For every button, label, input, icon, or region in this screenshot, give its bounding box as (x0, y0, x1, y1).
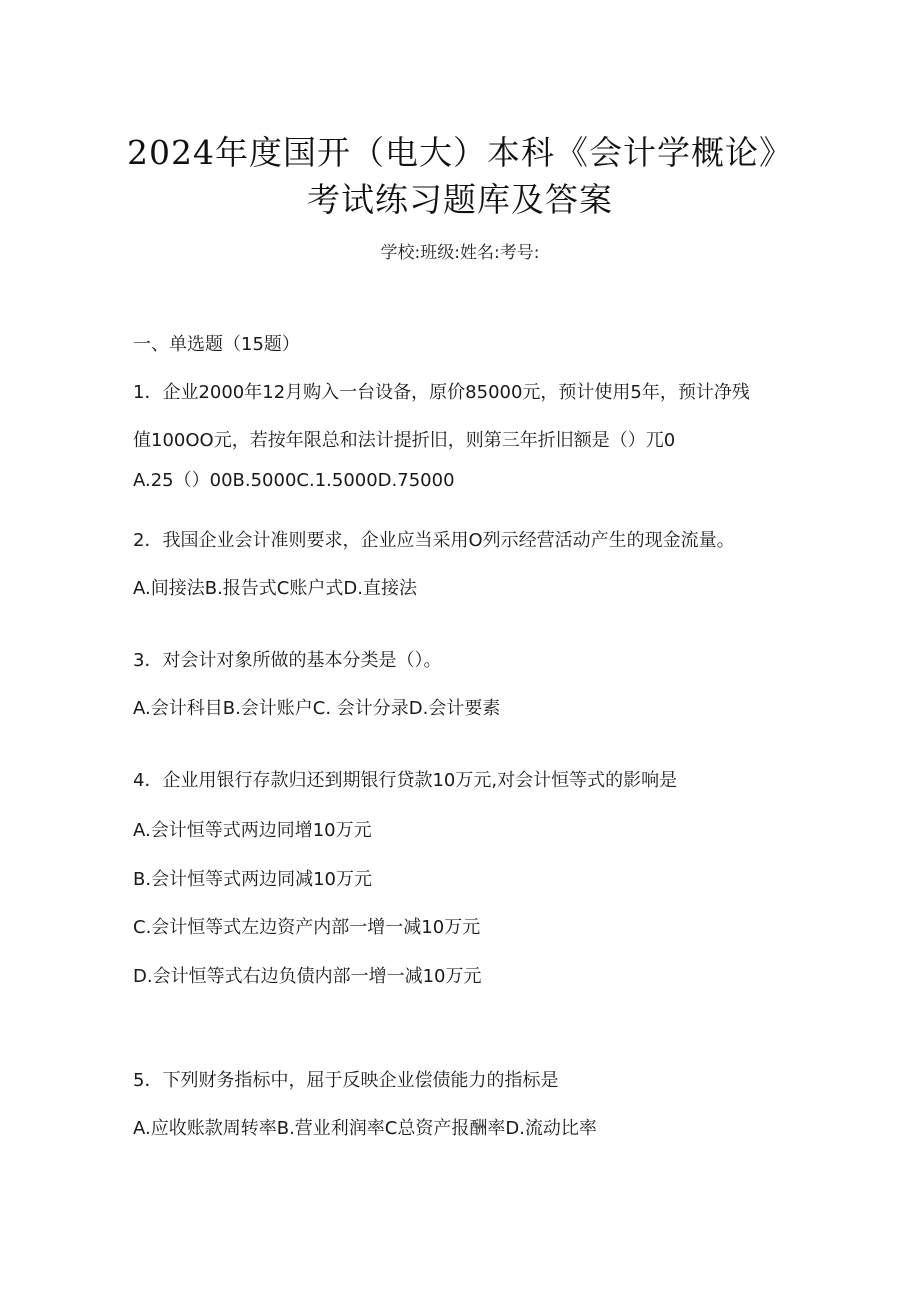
question-4-line-1: 4．企业用银行存款归还到期银行贷款10万元,对会计恒等式的影响是 (133, 770, 678, 791)
class-label: 班级: (420, 243, 460, 263)
question-1-options: A.25（）00B.5000C.1.5000D.75000 (133, 470, 455, 491)
question-5-options: A.应收账款周转率B.营业利润率C总资产报酬率D.流动比率 (133, 1118, 597, 1139)
question-3-options: A.会计科目B.会计账户C. 会计分录D.会计要素 (133, 698, 501, 719)
question-4-option-d: D.会计恒等式右边负债内部一增一减10万元 (133, 966, 482, 987)
question-4-option-b: B.会计恒等式两边同减10万元 (133, 869, 372, 890)
name-label: 姓名: (460, 243, 500, 263)
question-2-line-1: 2．我国企业会计准则要求，企业应当采用O列示经营活动产生的现金流量。 (133, 530, 735, 551)
question-4-option-c: C.会计恒等式左边资产内部一增一减10万元 (133, 917, 481, 938)
question-3-line-1: 3．对会计对象所做的基本分类是（）。 (133, 650, 442, 671)
section-heading: 一、单选题（15题） (133, 334, 300, 355)
question-4-option-a: A.会计恒等式两边同增10万元 (133, 820, 372, 841)
question-1-line-2: 值100OO元，若按年限总和法计提折旧，则第三年折旧额是（）兀0 (133, 430, 676, 451)
student-info-line (0, 238, 920, 263)
exam-number-label: 考号: (499, 243, 540, 263)
question-1-line-1: 1．企业2000年12月购入一台设备，原价85000元，预计使用5年，预计净残 (133, 382, 750, 403)
question-2-options: A.间接法B.报告式C账户式D.直接法 (133, 578, 417, 599)
school-label: 学校: (380, 243, 421, 263)
document-title-line-2: 考试练习题库及答案 (307, 180, 613, 219)
document-title-line-1: 2024年度国开（电大）本科《会计学概论》 (127, 133, 793, 172)
question-5-line-1: 5．下列财务指标中，屈于反映企业偿债能力的指标是 (133, 1070, 559, 1091)
